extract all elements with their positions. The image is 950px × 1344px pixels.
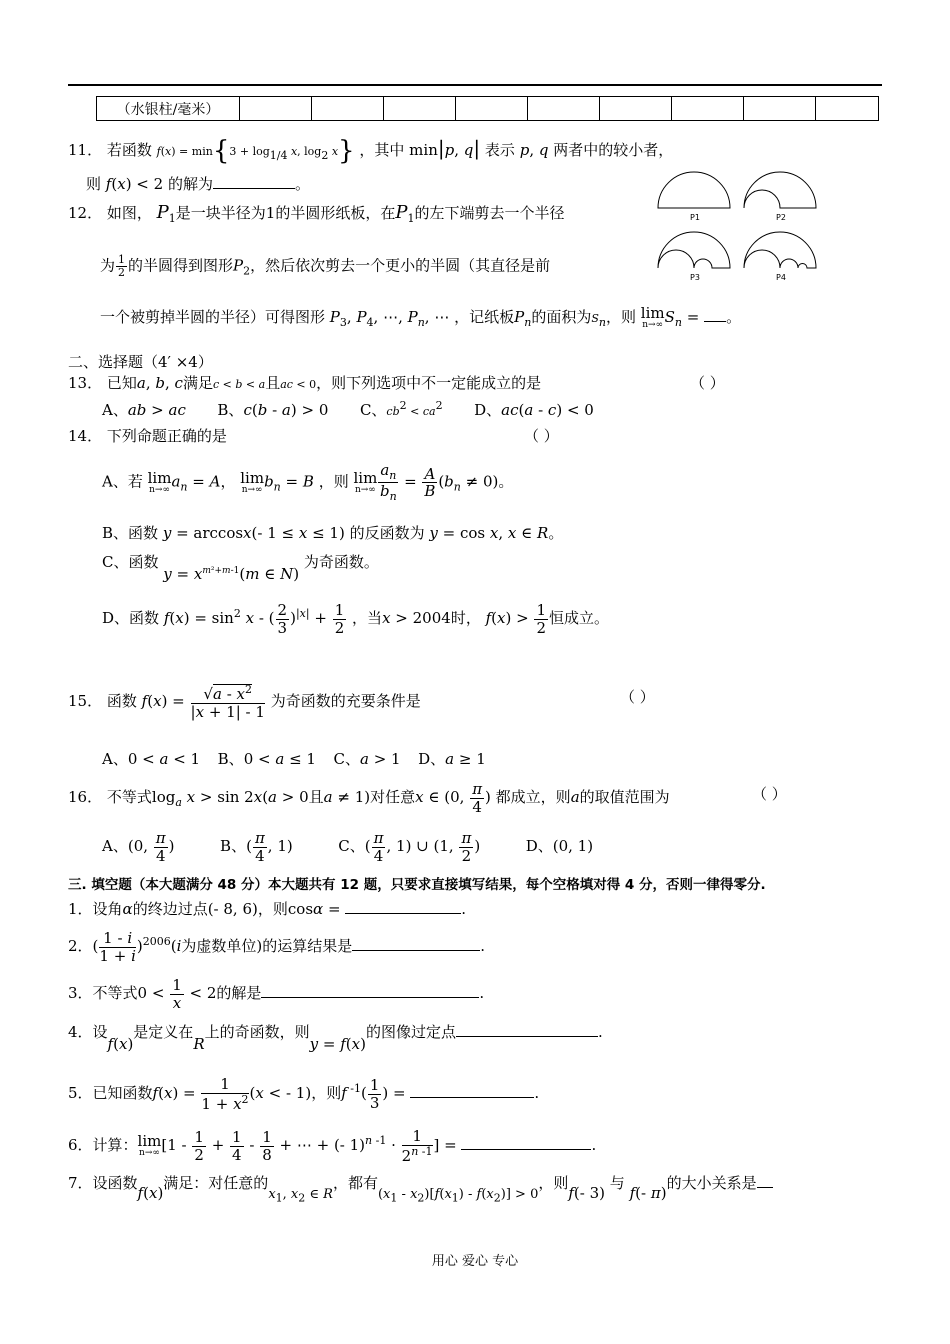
option-b[interactable]: B、 xyxy=(217,750,244,768)
table-cell xyxy=(528,97,600,121)
q15-text: 函数 xyxy=(106,692,137,710)
figure-label-p3: P3 xyxy=(690,273,700,282)
q12-text: ，记纸板 xyxy=(454,308,515,326)
q14-text: 。 xyxy=(548,524,564,542)
q14-option-b: B、函数 y = arccosx(- 1 ≤ x ≤ 1) 的反函数为 y = cos x, x ∈ R。 xyxy=(102,524,564,542)
q14-text: A、若 xyxy=(102,472,143,491)
f3-text: 3．不等式 xyxy=(68,984,138,1002)
answer-blank[interactable] xyxy=(261,997,479,998)
option-b[interactable]: B、 xyxy=(217,401,244,419)
f2-text: 为虚数单位)的运算结果是 xyxy=(181,937,353,955)
q13-text: 且 xyxy=(265,374,281,392)
q13-text: ，则下列选项中不一定能成立的是 xyxy=(316,374,542,392)
fill-question-6: 6．计算： lim n→∞ [1 - $\frac{1}{2}$ + $\frac{1}{4}$ - $\frac{1}{8}$ + ⋯ + (- 1)$^{n -1}$ · $\frac{1}{2^{n -1}}$ ] = . xyxy=(68,1127,597,1165)
q14-text: B、函数 xyxy=(102,524,159,542)
q12-text: 是一块半径为1的半圆形纸板，在 xyxy=(175,204,396,222)
q14-option-d: D、函数 $f(x) = \sin^2 x$ - ( $\frac{2}{3}$ )$^{|x|}$ + $\frac{1}{2}$ ，当x > 2004时， f(x) > $\frac{1}{2}$ 恒成立。 xyxy=(102,601,610,637)
f1-text: ，则 xyxy=(257,900,288,918)
q12-text: ，则 xyxy=(605,308,636,326)
option-d[interactable]: D、 xyxy=(474,401,502,419)
question-number: 13． xyxy=(68,374,103,392)
f4-text: 4．设 xyxy=(68,1023,108,1041)
question-number: 12． xyxy=(68,204,103,222)
q15-text: 为奇函数的充要条件是 xyxy=(270,692,421,710)
figure-label-p2: P2 xyxy=(776,213,786,222)
q11-text: 表示 xyxy=(484,141,515,159)
section-3-heading: 三. 填空题（本大题满分 48 分）本大题共有 12 题，只要求直接填写结果，每个空格填对得 4 分，否则一律得零分. xyxy=(68,877,766,893)
q12-text: 的半圆得到图形 xyxy=(128,256,234,275)
table-cell xyxy=(672,97,744,121)
option-c[interactable]: C、 xyxy=(338,837,365,855)
q14-text: D、函数 xyxy=(102,609,160,627)
section-2-heading: 二、选择题（4′ ×4） xyxy=(68,353,213,371)
question-number: 16． xyxy=(68,788,103,806)
f1-text: 1．设角 xyxy=(68,900,123,918)
table-cell xyxy=(744,97,816,121)
table-cell xyxy=(384,97,456,121)
q16-text: 都成立，则 xyxy=(495,788,571,806)
q14-text: ，当 xyxy=(352,609,383,627)
answer-paren[interactable]: （ ） xyxy=(690,374,725,392)
option-b[interactable]: B、 xyxy=(220,837,247,855)
q14-text: 。 xyxy=(498,472,514,491)
answer-blank[interactable] xyxy=(704,321,726,322)
answer-blank[interactable] xyxy=(352,950,480,951)
f3-text: . xyxy=(479,984,485,1002)
question-11: 11． 若函数 $f(x) = \min\{3 + \log_{1/4} x$, $\log_2 x$} ，其中 min|p, q| 表示 p, q 两者中的较小者， xyxy=(68,136,674,166)
q16-text: 且 xyxy=(308,788,324,806)
q16-options: A、(0, $\frac{\pi}{4}$ ) B、( $\frac{\pi}{4}$ , 1) C、( $\frac{\pi}{4}$ , 1) ∪ (1, $\frac{\pi}{2}$ ) D、(0, 1) xyxy=(102,829,594,865)
question-12: 12． 如图， $P_1$是一块半径为1的半圆形纸板，在$P_1$的左下端剪去一个半径 xyxy=(68,202,565,225)
answer-blank[interactable] xyxy=(757,1187,773,1188)
question-15: 15． 函数 f(x) = $\frac{√a - x^2}{|x + 1| - 1}$ 为奇函数的充要条件是 xyxy=(68,683,421,721)
table-cell xyxy=(600,97,672,121)
answer-paren[interactable]: （ ） xyxy=(620,688,655,706)
table-cell xyxy=(240,97,312,121)
table-row xyxy=(97,97,879,121)
answer-blank[interactable] xyxy=(456,1036,598,1037)
question-14 xyxy=(68,425,227,446)
question-number: 15． xyxy=(68,692,103,710)
q12-text: 一个被剪掉半圆的半径）可得图形 xyxy=(100,308,326,326)
figure-label-p1: P1 xyxy=(690,213,700,222)
q12-text: 为 xyxy=(100,256,116,275)
f4-text: 上的奇函数，则 xyxy=(204,1023,310,1041)
answer-blank[interactable] xyxy=(345,913,461,914)
f6-text: 6．计算： xyxy=(68,1136,138,1154)
header-rule xyxy=(68,84,882,86)
f5-text: ，则 xyxy=(311,1084,342,1102)
q11-text: 。 xyxy=(294,175,310,193)
option-c[interactable]: C、 xyxy=(333,750,360,768)
option-d[interactable]: D、 xyxy=(525,837,553,855)
option-a[interactable]: A、 xyxy=(102,401,128,419)
answer-paren[interactable]: （ ） xyxy=(524,427,559,445)
q16-text: 的取值范围为 xyxy=(579,788,670,806)
q14-text: 为奇函数。 xyxy=(303,553,379,571)
semicircle-figure xyxy=(652,168,832,288)
q11-text: 若函数 xyxy=(106,141,152,159)
question-13: 13． 已知a, b, c满足c < b < a且ac < 0，则下列选项中不一定能成立的是 xyxy=(68,374,542,392)
f4-text: 是定义在 xyxy=(133,1023,194,1041)
fill-question-2: 2．( $\frac{1 - i}{1 + i}$ )$^{2006}$(i为虚数单位)的运算结果是 . xyxy=(68,929,486,965)
option-a[interactable]: A、 xyxy=(102,750,128,768)
question-11-line2: 则 f(x) < 2 的解为 。 xyxy=(86,175,310,193)
f3-text: 的解是 xyxy=(216,984,262,1002)
f7-text: 7．设函数 xyxy=(68,1174,138,1192)
answer-blank[interactable] xyxy=(461,1149,591,1150)
table-cell xyxy=(312,97,384,121)
f2-text: 2． xyxy=(68,937,93,955)
q12-text: 如图， xyxy=(106,204,152,222)
fill-question-3: 3．不等式0 < $\frac{1}{x}$ < 2的解是 . xyxy=(68,976,485,1012)
q16-text: 不等式 xyxy=(106,788,152,806)
answer-blank[interactable] xyxy=(213,188,295,189)
question-12-line2: 为 $\frac{1}{2}$ 的半圆得到图形$P_2$，然后依次剪去一个更小的半圆（其直径是前 xyxy=(100,253,551,280)
q12-text: 。 xyxy=(726,308,742,326)
question-number: 11． xyxy=(68,141,103,159)
f4-text: . xyxy=(597,1023,603,1041)
f2-text: . xyxy=(480,937,486,955)
q14-text: 恒成立。 xyxy=(549,609,610,627)
f7-text: ，则 xyxy=(538,1174,569,1192)
q14-text: C、函数 xyxy=(102,553,159,571)
q14-option-c: C、函数 $y = x^{m^2+m-1}(m$ ∈ N) 为奇函数。 xyxy=(102,553,379,583)
q12-text: ，然后依次剪去一个更小的半圆（其直径是前 xyxy=(250,256,551,275)
table-row-label: （水银柱/毫米） xyxy=(97,97,240,121)
q14-option-a: A、若 lim n→∞ $a_n = A$， lim n→∞ $b_n = B$ ，则 lim n→∞ $\frac{a_n}{b_n}$ = $\frac{A}{B}$ $(b_n \ne 0)$。 xyxy=(102,461,514,504)
f1-text: 的终边过点 xyxy=(132,900,208,918)
page-footer: 用心 爱心 专心 xyxy=(431,1254,519,1269)
table-cell xyxy=(816,97,879,121)
q14-text: 时， xyxy=(450,609,481,627)
q11-text: 则 xyxy=(86,175,102,193)
question-number: 14． xyxy=(68,427,103,445)
f5-text: 5．已知函数 xyxy=(68,1084,153,1102)
answer-blank[interactable] xyxy=(410,1097,534,1098)
f4-text: 的图像过定点 xyxy=(365,1023,456,1041)
option-d[interactable]: D、 xyxy=(418,750,446,768)
f7-text: ，都有 xyxy=(332,1174,378,1192)
option-a[interactable]: A、 xyxy=(102,837,128,855)
question-16: 16． 不等式$\log_a x > \sin 2x(a > 0$且a ≠ 1)对任意x ∈ (0, $\frac{\pi}{4}$ ) 都成立，则a的取值范围为 xyxy=(68,780,670,816)
f7-text: 的大小关系是 xyxy=(666,1174,757,1192)
question-12-line3: 一个被剪掉半圆的半径）可得图形 $P_3$, $P_4$, ⋯, $P_n$, ⋯ ，记纸板$P_n$的面积为$S_n$，则 lim n→∞ $S_n$ = 。 xyxy=(100,304,742,330)
f6-text: . xyxy=(591,1136,597,1154)
q11-text: ，其中 xyxy=(359,141,405,159)
fill-question-1: 1．设角α的终边过点(- 8, 6)，则cosα = . xyxy=(68,900,467,918)
f7-text: 与 xyxy=(609,1174,625,1192)
q15-options: A、0 < a < 1 B、0 < a ≤ 1 C、a > 1 D、a ≥ 1 xyxy=(102,750,486,768)
table-cell xyxy=(456,97,528,121)
q12-text: 的左下端剪去一个半径 xyxy=(414,204,565,222)
data-table xyxy=(96,96,879,121)
q14-text: ，则 xyxy=(318,472,349,491)
f1-text: . xyxy=(461,900,467,918)
figure-label-p4: P4 xyxy=(776,273,786,282)
option-c[interactable]: C、 xyxy=(359,401,387,419)
f7-text: 满足：对任意的 xyxy=(163,1174,269,1192)
q16-text: 对任意 xyxy=(370,788,416,806)
answer-paren[interactable]: （ ） xyxy=(752,785,787,803)
q11-text: 两者中的较小者， xyxy=(553,141,674,159)
q13-text: 已知 xyxy=(106,374,137,392)
q13-text: 满足 xyxy=(182,374,213,392)
q13-options: A、ab > ac B、c(b - a) > 0 C、$cb^2 < ca^2$ D、ac(a - c) < 0 xyxy=(102,399,594,419)
f5-text: . xyxy=(534,1084,540,1102)
fill-question-5: 5．已知函数f(x) = $\frac{1}{1 + x^2}$ (x < - 1)，则f $^{-1}$( $\frac{1}{3}$ ) = . xyxy=(68,1075,540,1113)
fill-question-4: 4．设f(x)是定义在R上的奇函数，则y = f(x)的图像过定点 . xyxy=(68,1023,603,1053)
fill-question-7: 7．设函数f(x)满足：对任意的$x_1$, $x_2$ ∈ R，都有$(x_1 - x_2)[f(x_1) - f(x_2)] > 0$，则f(- 3) 与 f(- π)的大小关系是 xyxy=(68,1172,773,1195)
q12-text: 的面积为 xyxy=(531,308,592,326)
q11-text: 的解为 xyxy=(167,175,213,193)
q14-text: 的反函数为 xyxy=(349,524,425,542)
q14-text: 下列命题正确的是 xyxy=(106,427,227,445)
